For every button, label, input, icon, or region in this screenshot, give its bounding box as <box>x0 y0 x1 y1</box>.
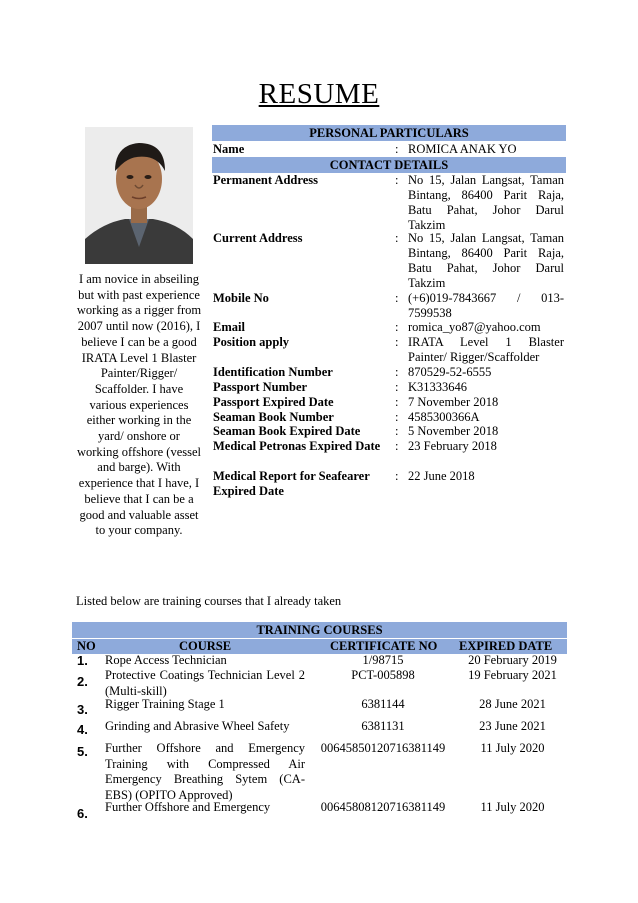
field-value: 5 November 2018 <box>408 424 499 438</box>
colon: : <box>395 380 399 394</box>
portrait-icon <box>85 127 193 264</box>
colon: : <box>395 424 399 438</box>
intro-paragraph: I am novice in abseiling but with past experience working as a rigger from 2007 until now (2016), I believe I can be a good IRATA Level 1 Blaster Painter/Rigger/ Scaffolder. I have various experiences either working in the yard/ onshore or working offshore (vessel and barge). With experience that I have, I believe that I can be a good and valuable asset to your company. <box>76 272 202 538</box>
row-number: 3. <box>77 702 88 717</box>
colon: : <box>395 291 399 305</box>
row-number: 1. <box>77 653 88 668</box>
row-number: 5. <box>77 744 88 759</box>
colon: : <box>395 335 399 349</box>
contact-details-heading: CONTACT DETAILS <box>212 157 566 173</box>
training-intro-text: Listed below are training courses that I already taken <box>76 594 342 608</box>
field-label: Mobile No <box>213 291 269 305</box>
field-label: Passport Expired Date <box>213 395 334 409</box>
certificate-no: 6381144 <box>361 697 405 711</box>
certificate-no: 00645808120716381149 <box>320 800 446 814</box>
course-name: Further Offshore and Emergency <box>105 800 271 814</box>
colon: : <box>395 395 399 409</box>
colon: : <box>395 173 399 187</box>
field-label: Medical Report for Seafearer Expired Date <box>213 469 370 498</box>
training-courses-heading: TRAINING COURSES <box>72 622 567 638</box>
training-courses-table <box>72 622 567 821</box>
field-value: romica_yo87@yahoo.com <box>408 320 541 334</box>
field-label: Passport Number <box>213 380 308 394</box>
resume-title <box>0 78 638 111</box>
field-value: 22 June 2018 <box>408 469 475 483</box>
expired-date: 20 February 2019 <box>468 653 557 667</box>
table-header-row <box>72 639 567 654</box>
col-expired-header: EXPIRED DATE <box>459 639 553 653</box>
name-label: Name <box>213 142 245 156</box>
field-value: IRATA Level 1 Blaster Painter/ Rigger/Scaffolder <box>408 335 564 364</box>
course-name: Grinding and Abrasive Wheel Safety <box>105 719 290 733</box>
colon: : <box>395 410 399 424</box>
course-name: Rigger Training Stage 1 <box>105 697 225 711</box>
field-value: (+6)019-7843667 / 013-7599538 <box>408 291 564 320</box>
field-value: 870529-52-6555 <box>408 365 492 379</box>
field-value: K31333646 <box>408 380 468 394</box>
col-certificate-header: CERTIFICATE NO <box>330 639 438 653</box>
col-no-header: NO <box>77 639 96 653</box>
personal-particulars-heading: PERSONAL PARTICULARS <box>212 125 566 141</box>
field-label: Email <box>213 320 245 334</box>
field-label: Medical Petronas Expired Date <box>213 439 381 453</box>
row-number: 6. <box>77 806 88 821</box>
colon: : <box>395 469 399 483</box>
field-label: Seaman Book Number <box>213 410 334 424</box>
colon: : <box>395 439 399 453</box>
certificate-no: 00645850120716381149 <box>320 741 446 755</box>
colon: : <box>395 142 399 156</box>
expired-date: 19 February 2021 <box>468 668 557 682</box>
field-label: Permanent Address <box>213 173 318 187</box>
portrait-photo <box>85 127 193 264</box>
field-value: 7 November 2018 <box>408 395 499 409</box>
field-label: Current Address <box>213 231 303 245</box>
expired-date: 28 June 2021 <box>479 697 546 711</box>
field-label: Seaman Book Expired Date <box>213 424 361 438</box>
colon: : <box>395 365 399 379</box>
certificate-no: 1/98715 <box>362 653 404 667</box>
course-name: Further Offshore and Emergency Training with Compressed Air Emergency Breathing Sytem (CA-EBS) (OPITO Approved) <box>105 741 305 802</box>
row-number: 2. <box>77 674 88 689</box>
expired-date: 23 June 2021 <box>479 719 546 733</box>
certificate-no: PCT-005898 <box>351 668 415 682</box>
name-value: ROMICA ANAK YO <box>408 142 517 156</box>
field-value: 4585300366A <box>408 410 480 424</box>
field-label: Identification Number <box>213 365 333 379</box>
course-name: Protective Coatings Technician Level 2 (Multi-skill) <box>105 668 305 698</box>
row-number: 4. <box>77 722 88 737</box>
field-label: Position apply <box>213 335 290 349</box>
colon: : <box>395 231 399 245</box>
col-course-header: COURSE <box>179 639 232 653</box>
field-value: 23 February 2018 <box>408 439 497 453</box>
expired-date: 11 July 2020 <box>480 800 545 814</box>
resume-title-text: RESUME <box>258 78 380 110</box>
field-value: No 15, Jalan Langsat, Taman Bintang, 86400 Parit Raja, Batu Pahat, Johor Darul Takzim <box>408 173 564 232</box>
certificate-no: 6381131 <box>361 719 405 733</box>
colon: : <box>395 320 399 334</box>
expired-date: 11 July 2020 <box>480 741 545 755</box>
course-name: Rope Access Technician <box>105 653 227 667</box>
field-value: No 15, Jalan Langsat, Taman Bintang, 86400 Parit Raja, Batu Pahat, Johor Darul Takzim <box>408 231 564 290</box>
